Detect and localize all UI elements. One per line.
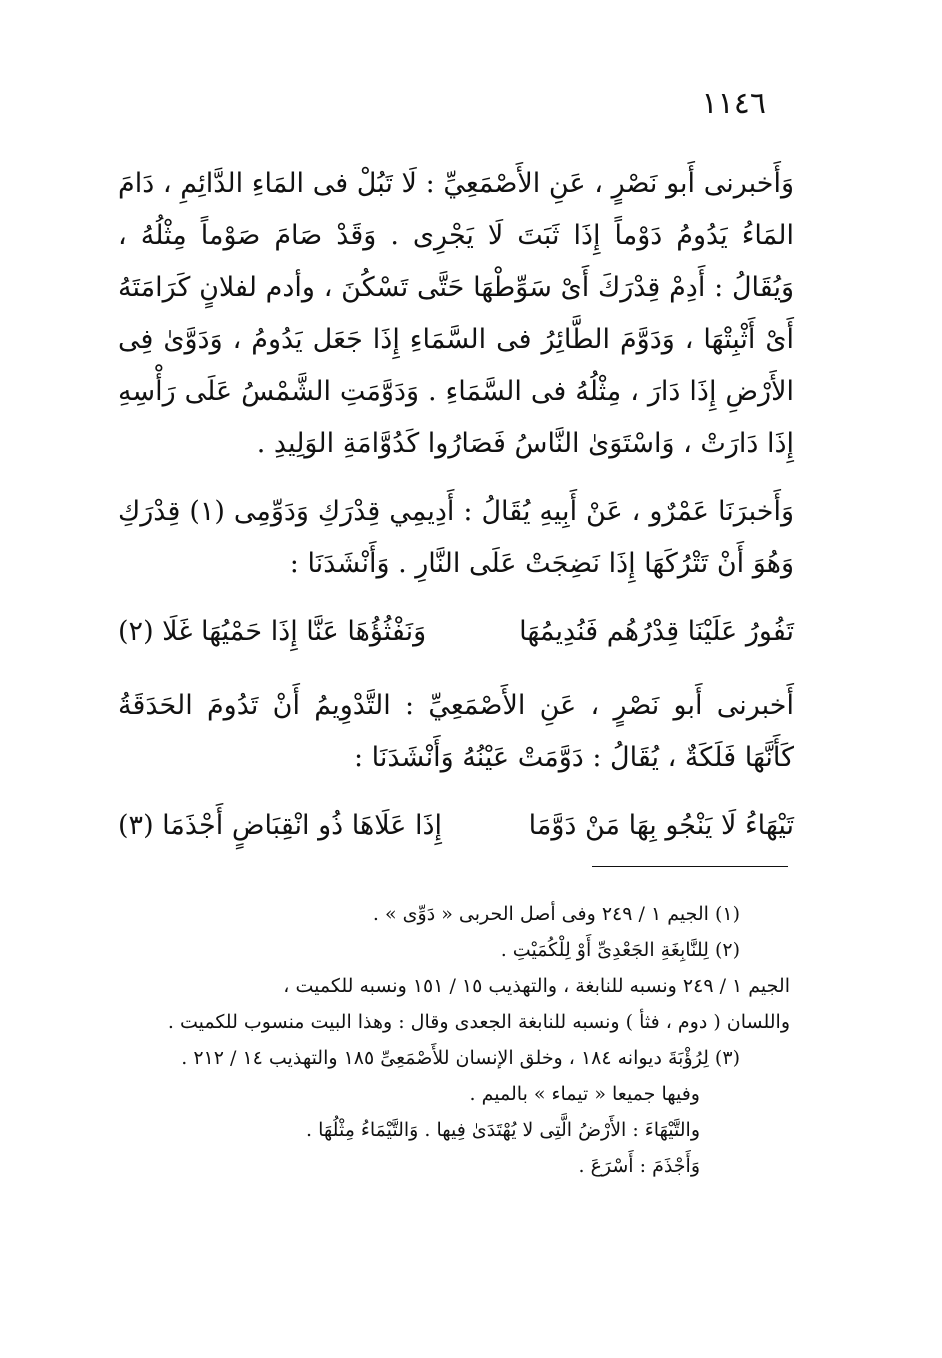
- main-text: [118, 158, 794, 874]
- footnote-2: (٢) لِلنَّابِغَةِ الجَعْدِىِّ أَوْ لِلْكُمَيْتِ .: [500, 939, 740, 961]
- paragraph-1: وَأَخبرنى أَبو نَصْرٍ ، عَنِ الأَصْمَعِيِّ : لَا تَبُلْ فى المَاءِ الدَّائِمِ ، دَامَ المَاءُ يَدُومُ دَوْماً إِذَا ثَبَتَ لَا يَجْرِى . وَقَدْ صَامَ صَوْماً مِثْلُهُ ، وَيُقَالُ : أَدِمْ قِدْرَكَ أَىْ سَوِّطْهَا حَتَّى تَسْكُنَ ، وأدم لفلانٍ كَرَامَتَهُ أَىْ أَثْبِتْهَا ، وَدَوَّمَ الطَّائِرُ فى السَّمَاءِ إِذَا جَعَل يَدُومُ ، وَدَوَّىٰ فِى الأَرْضِ إِذَا دَارَ ، مِثْلُهُ فى السَّمَاءِ . وَدَوَّمَتِ الشَّمْسُ عَلَى رَأْسِهِ إِذَا دَارَتْ ، وَاسْتَوَىٰ النَّاسُ فَصَارُوا كَدُوَّامَةِ الوَلِيدِ .: [118, 168, 794, 459]
- verse-2: [118, 800, 794, 852]
- verse-1: [118, 606, 794, 658]
- page-number: ١١٤٦: [701, 86, 766, 121]
- verse-2-second-hemistich: إِذَا عَلَاهَا ذُو انْقِبَاضٍ أَجْذَمَا (٣): [118, 810, 443, 841]
- footnote-3-detail-3: وَأَجْذَمَ : أَسْرَعَ .: [578, 1155, 700, 1177]
- footnote-separator: [592, 866, 788, 867]
- footnote-2-detail-2: واللسان ( دوم ، فثأ ) ونسبه للنابغة الجعدى وقال : وهذا البيت منسوب للكميت .: [167, 1011, 790, 1033]
- paragraph-2: وَأَخبرَنَا عَمْرٌو ، عَنْ أَبِيهِ يُقَالُ : أَدِيمِي قِدْرَكِ وَدَوِّمِى (١) قِدْرَكِ وَهُوَ أَنْ تَتْرُكَهَا إِذَا نَضِجَتْ عَلَى النَّارِ . وَأَنْشَدَنَا :: [118, 496, 794, 579]
- verse-1-second-hemistich: وَنَفْثُؤُهَا عَنَّا إِذَا حَمْيُهَا غَلَا (٢): [118, 616, 427, 647]
- footnote-3: (٣) لِرُؤْبَةَ ديوانه ١٨٤ ، وخلق الإنسان للأَصْمَعِىِّ ١٨٥ والتهذيب ١٤ / ٢١٢ .: [181, 1047, 740, 1069]
- verse-2-first-hemistich: تَيْهَاءُ لَا يَنْجُو بِهَا مَنْ دَوَّمَا: [528, 810, 794, 841]
- footnote-1: (١) الجيم ١ / ٢٤٩ وفى أصل الحربى « دَوِّى » .: [372, 903, 740, 925]
- footnote-3-detail-2: والتَّيْهَاءَ : الأَرْضُ الَّتِى لا يُهْتَدَىٰ فِيها . وَالتَّيْمَاءُ مِثْلُهَا .: [306, 1119, 700, 1141]
- footnote-3-detail-1: وفيها جميعا « تيماء » بالميم .: [469, 1083, 700, 1105]
- footnote-2-detail-1: الجيم ١ / ٢٤٩ ونسبه للنابغة ، والتهذيب ١٥ / ١٥١ ونسبه للكميت ،: [283, 975, 790, 997]
- verse-1-first-hemistich: تَفُورُ عَلَيْنَا قِدْرُهُم فَنُدِيمُهَا: [519, 616, 794, 647]
- footnotes: [100, 896, 790, 1184]
- paragraph-3: أَخبرنى أَبو نَصْرٍ ، عَنِ الأَصْمَعِيِّ : التَّدْوِيمُ أَنْ تَدُومَ الحَدَقَةُ كَأَنَّهَا فَلَكَةٌ ، يُقَالُ : دَوَّمَتْ عَيْنُهُ وَأَنْشَدَنَا :: [118, 690, 794, 773]
